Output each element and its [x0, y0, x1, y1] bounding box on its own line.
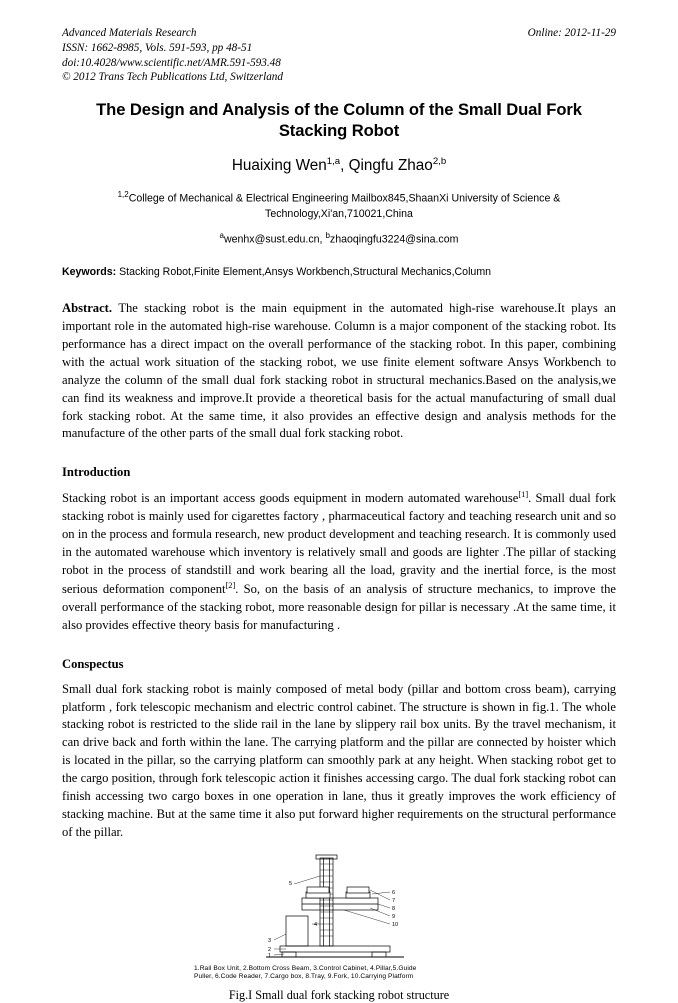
email-b-marker: b	[325, 230, 330, 240]
callout-7: 7	[392, 897, 396, 904]
callout-10: 10	[392, 921, 399, 928]
keywords-label: Keywords:	[62, 266, 120, 279]
abstract-text: The stacking robot is the main equipment in the automated high-rise warehouse.It plays an important role in the automated high-rise warehouse. Column is a major component of the stacking robot. Its performance has a direct impact on the overall performance of the stacking robot. In this paper, combining with the actual work situation of the stacking robot, we use finite element software Ansys Workbench to analyze the column of the small dual fork stacking robot in structural mechanics.Based on the analysis,we can find its weakness and improve.It provide a theoretical basis for the actual manufacturing of small dual fork stacking robot. At the same time, it also provides an effective design and analysis methods for the manufacture of the other parts of the small dual fork stacking robot.	[62, 301, 616, 441]
affiliation-marker: 1,2	[117, 189, 129, 199]
stacking-robot-diagram	[194, 854, 484, 962]
citation-ref-2: [2]	[225, 580, 236, 590]
callout-4: 4	[314, 921, 318, 928]
intro-text-part-3: . So, on the basis of an analysis of structure mechanics, to improve the overall performance of the stacking robot, more reasonable design for pillar is necessary .At the same time, it also provides effective theory basis for manufacturing .	[62, 582, 616, 632]
figure-1	[62, 854, 616, 1003]
doi-line: doi:10.4028/www.scientific.net/AMR.591-593.48	[62, 56, 281, 69]
journal-name: Advanced Materials Research	[62, 27, 197, 39]
affiliation	[62, 189, 616, 222]
email-a: wenhx@sust.edu.cn,	[223, 233, 326, 246]
section-heading-conspectus: Conspectus	[62, 656, 124, 671]
callout-6: 6	[392, 889, 396, 896]
author-emails	[62, 231, 616, 246]
online-date: Online: 2012-11-29	[527, 27, 616, 39]
author-2-affil-marker: 2,b	[432, 155, 447, 167]
callout-5: 5	[289, 880, 293, 887]
intro-text-part-1: Stacking robot is an important access goods equipment in modern automated warehouse	[62, 491, 519, 506]
keywords-line	[62, 265, 616, 280]
email-b: zhaoqingfu3224@sina.com	[329, 233, 459, 246]
callout-2: 2	[268, 946, 272, 953]
abstract-paragraph	[62, 300, 616, 443]
keywords-value: Stacking Robot,Finite Element,Ansys Workbench,Structural Mechanics,Column	[119, 266, 492, 279]
author-list	[62, 156, 616, 175]
author-1-affil-marker: 1,a	[326, 155, 341, 167]
callout-1: 1	[268, 952, 272, 959]
abstract-label: Abstract.	[62, 301, 119, 316]
email-a-marker: a	[219, 230, 224, 240]
section-heading-introduction: Introduction	[62, 465, 131, 480]
figure-legend	[194, 965, 484, 983]
copyright-line: © 2012 Trans Tech Publications Ltd, Switzerland	[62, 71, 283, 84]
affiliation-text: College of Mechanical & Electrical Engineering Mailbox845,ShaanXi University of Science & Technology,Xi'an,710021,China	[128, 192, 561, 220]
header-left-block	[62, 26, 283, 85]
page-header	[62, 26, 616, 85]
callout-9: 9	[392, 913, 396, 920]
figure-legend-line-1: 1.Rail Box Unit, 2.Bottom Cross Beam, 3.Control Cabinet, 4.Pillar,5.Guide	[194, 964, 417, 972]
author-separator: ,	[340, 156, 349, 174]
introduction-paragraph	[62, 489, 616, 634]
author-1-name: Huaixing Wen	[231, 156, 327, 174]
figure-caption: Fig.I Small dual fork stacking robot structure	[228, 988, 450, 1003]
author-2-name: Qingfu Zhao	[348, 156, 433, 174]
intro-text-part-2: . Small dual fork stacking robot is mainly used for cigarettes factory , pharmaceutical factory and teaching research unit and so on in the process and formula research, new product development and teaching research. It is commonly used in the automated warehouse which inventory is relatively small and goods are lighter .The pillar of stacking robot in the process of standstill and work bearing all the load, gravity and the inertial force, is the most serious deformation component	[62, 491, 616, 597]
callout-3: 3	[268, 937, 272, 944]
citation-ref-1: [1]	[518, 490, 529, 500]
figure-legend-line-2: Puller, 6.Code Reader, 7.Cargo box, 8.Tray, 9.Fork, 10.Carrying Platform	[194, 973, 414, 981]
page-title: The Design and Analysis of the Column of the Small Dual Fork Stacking Robot	[96, 100, 582, 141]
issn-line: ISSN: 1662-8985, Vols. 591-593, pp 48-51	[62, 41, 253, 54]
conspectus-paragraph: Small dual fork stacking robot is mainly composed of metal body (pillar and bottom cross beam), carrying platform , fork telescopic mechanism and electric control cabinet. The structure is shown in fig.1. The whole stacking robot is restricted to the slide rail in the lane by slippery rail box units. By the travel mechanism, it can drive back and forth within the lane. The carrying platform and the pillar are connected by hoister which is located in the pillar, so the carrying platform can smoothly park at any height. When stacking robot get to the cargo position, through fork telescopic action it finishes accessing cargo. The dual fork stacking robot can finish accessing two cargo boxes in one operation in lane, thus it greatly improves the work efficiency of stacking machine. But at the same time it also put forward higher requirements on the structural performance of the pillar.	[62, 681, 616, 839]
callout-8: 8	[392, 905, 396, 912]
